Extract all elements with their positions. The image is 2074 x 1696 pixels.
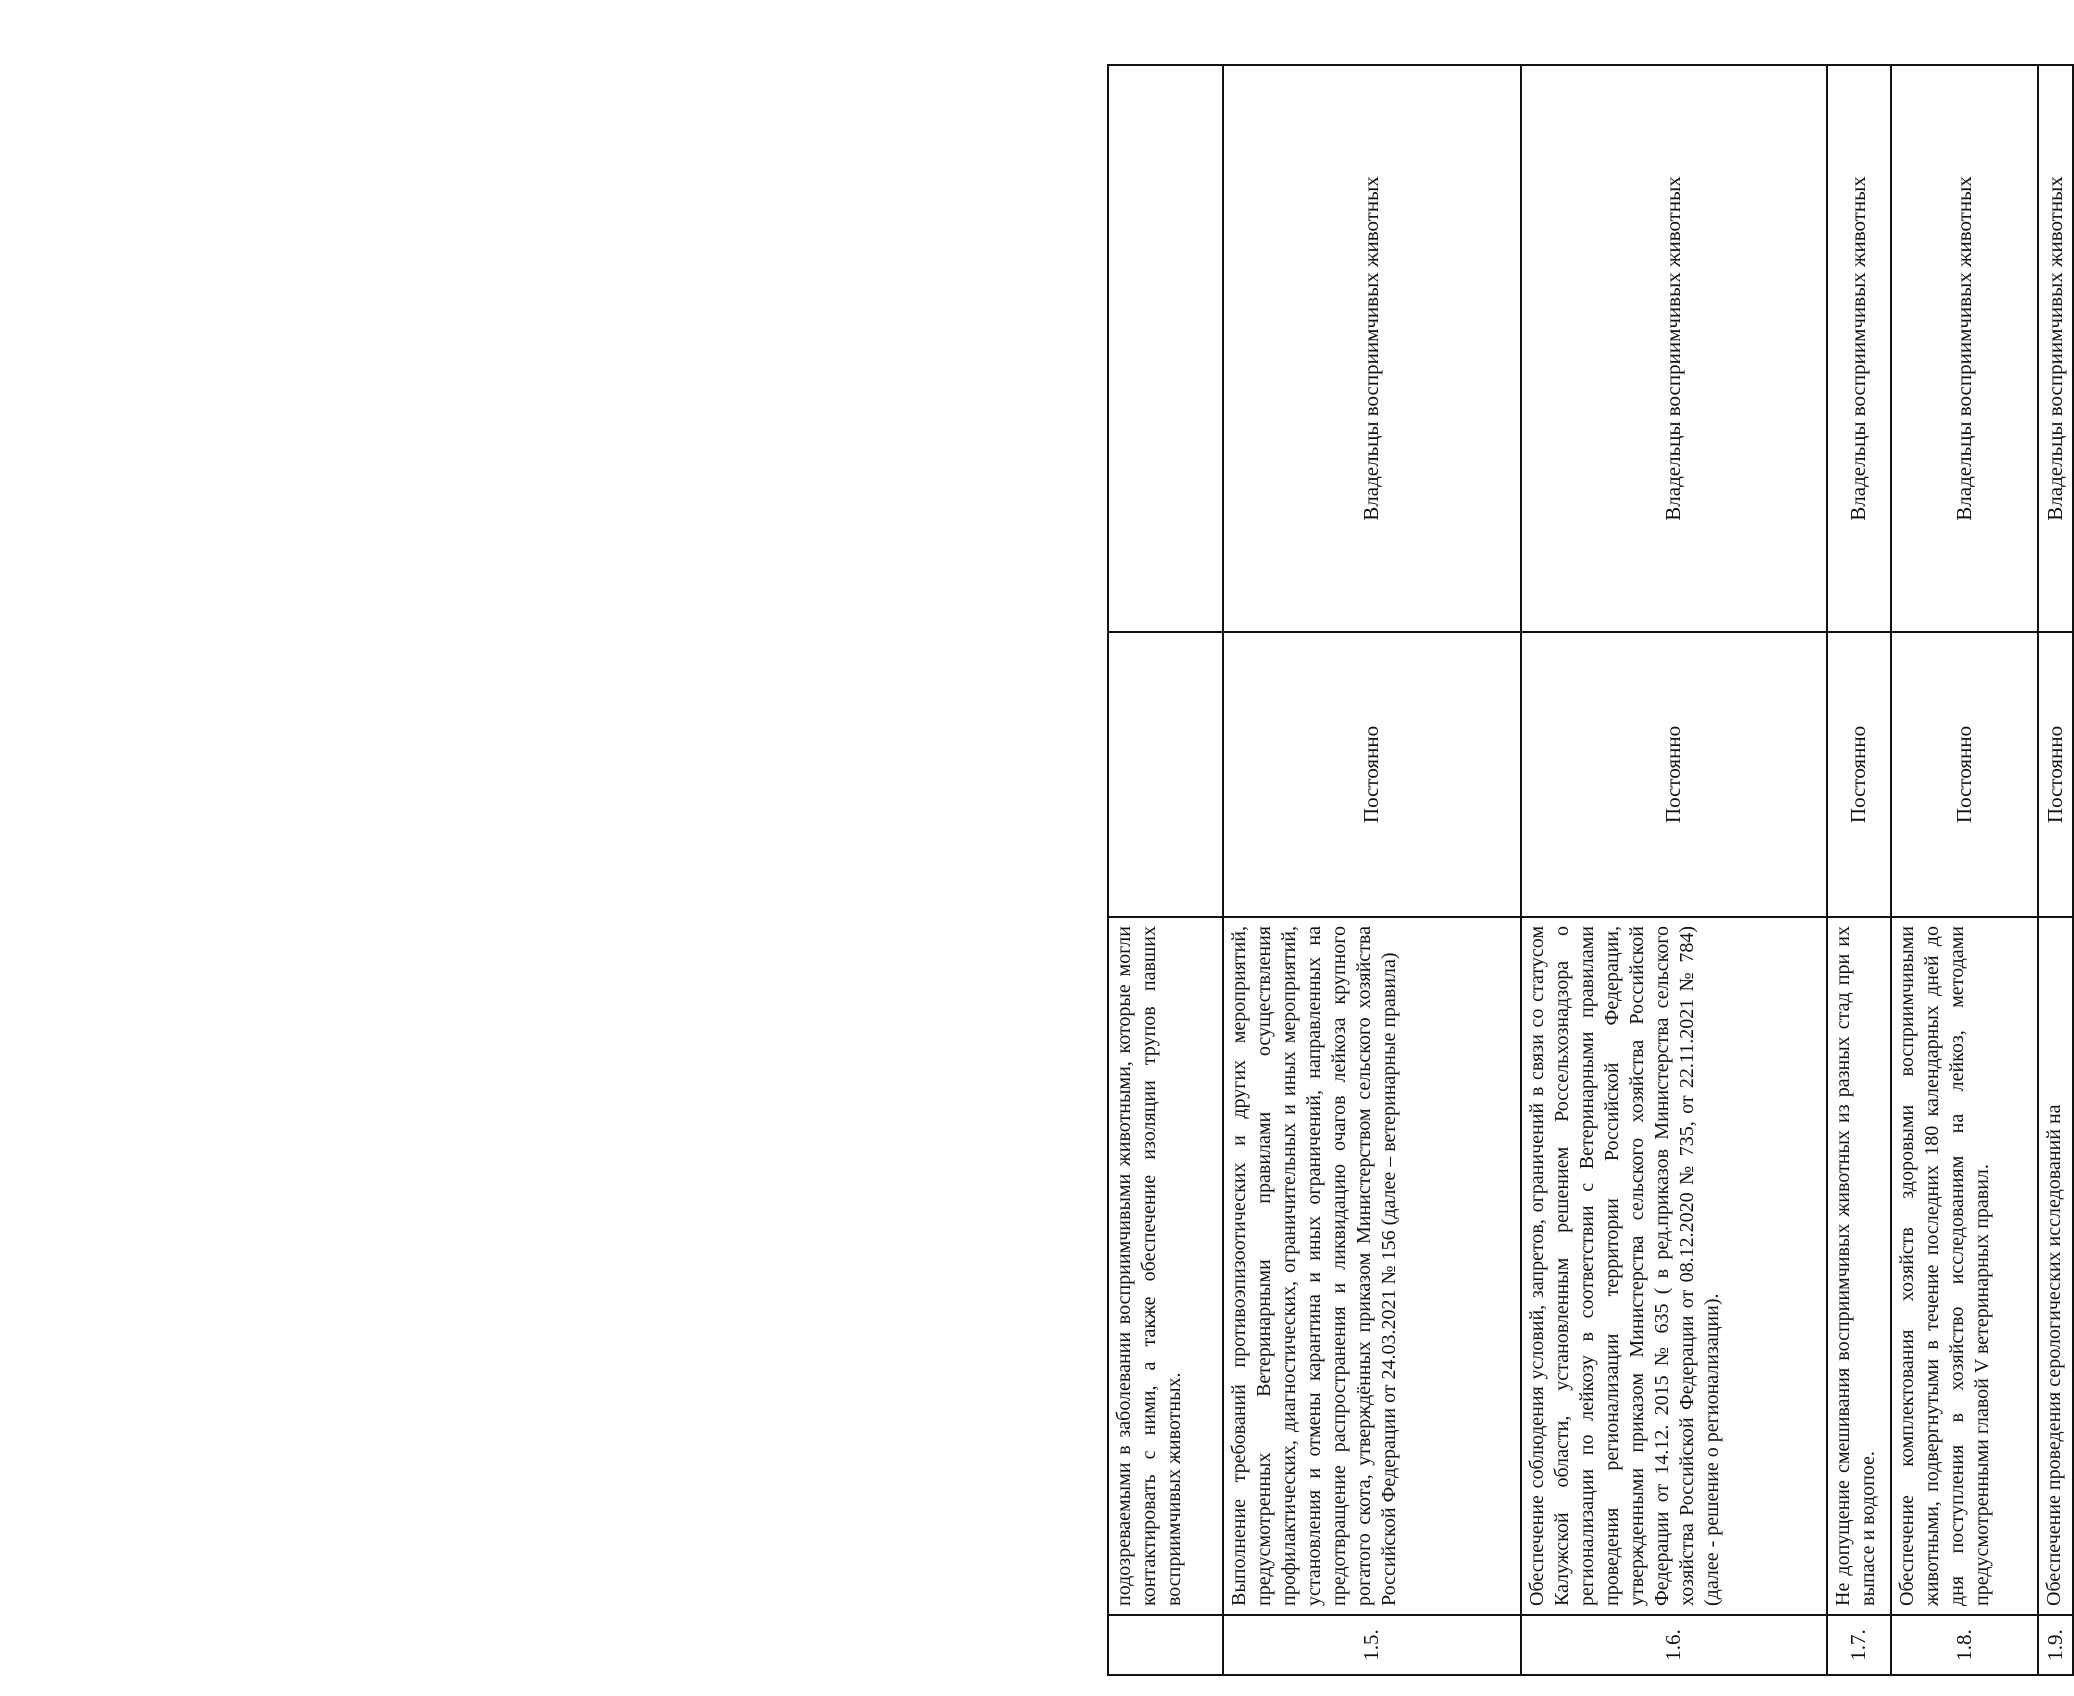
row-responsible: Владельцы восприимчивых животных <box>1223 65 1520 632</box>
row-responsible <box>1108 65 1223 632</box>
row-term: Постоянно <box>1891 632 2038 917</box>
row-responsible: Владельцы восприимчивых животных <box>1891 65 2038 632</box>
row-term <box>1108 632 1223 917</box>
row-responsible: Владельцы восприимчивых животных <box>1521 65 1827 632</box>
table-row <box>1108 65 1223 1675</box>
measures-table <box>1107 64 2074 1676</box>
table-row <box>1223 65 1520 1675</box>
table-row <box>1827 65 1891 1675</box>
row-number: 1.6. <box>1521 1615 1827 1675</box>
table-row <box>1521 65 1827 1675</box>
row-term: Постоянно <box>1521 632 1827 917</box>
table-row <box>2038 65 2073 1675</box>
row-number: 1.7. <box>1827 1615 1891 1675</box>
row-term: Постоянно <box>2038 632 2073 917</box>
row-responsible: Владельцы восприимчивых животных <box>1827 65 1891 632</box>
row-description: Обеспечение проведения серологических исследований на <box>2038 917 2073 1615</box>
row-number: 1.8. <box>1891 1615 2038 1675</box>
row-description: Не допущение смешивания восприимчивых животных из разных стад при их выпасе и водопое. <box>1827 917 1891 1615</box>
row-description: Обеспечение соблюдения условий, запретов, ограничений в связи со статусом Калужской области, установленным решением Россельхознадзора о регионализации по лейкозу в соответствии с Ветеринарными правилами проведения регионализации территории Российской Федерации, утвержденными приказом Министерства сельского хозяйства Российской Федерации от 14.12. 2015 № 635 ( в ред.приказов Министерства сельского хозяйства Российской Федерации от 08.12.2020 № 735, от 22.11.2021 № 784) (далее - решение о регионализации). <box>1521 917 1827 1615</box>
row-number <box>1108 1615 1223 1675</box>
row-description: Выполнение требований противоэпизоотических и других мероприятий, предусмотренных Ветеринарными правилами осуществления профилактических, диагностических, ограничительных и иных мероприятий, установления и отмены карантина и иных ограничений, направленных на предотвращение распространения и ликвидацию очагов лейкоза крупного рогатого скота, утверждённых приказом Министерством сельского хозяйства Российской Федерации от 24.03.2021 № 156 (далее – ветеринарные правила) <box>1223 917 1520 1615</box>
row-description: Обеспечение комплектования хозяйств здоровыми восприимчивыми животными, подвергнутыми в течение последних 180 календарных дней до дня поступления в хозяйство исследованиям на лейкоз, методами предусмотренными главой V ветеринарных правил. <box>1891 917 2038 1615</box>
row-term: Постоянно <box>1827 632 1891 917</box>
row-description: подозреваемыми в заболевании восприимчивыми животными, которые могли контактировать с ними, а также обеспечение изоляции трупов павших восприимчивых животных. <box>1108 917 1223 1615</box>
row-number: 1.5. <box>1223 1615 1520 1675</box>
row-responsible: Владельцы восприимчивых животных <box>2038 65 2073 632</box>
table-row <box>1891 65 2038 1675</box>
row-number: 1.9. <box>2038 1615 2073 1675</box>
rotated-table-frame <box>1107 64 2074 1676</box>
row-term: Постоянно <box>1223 632 1520 917</box>
